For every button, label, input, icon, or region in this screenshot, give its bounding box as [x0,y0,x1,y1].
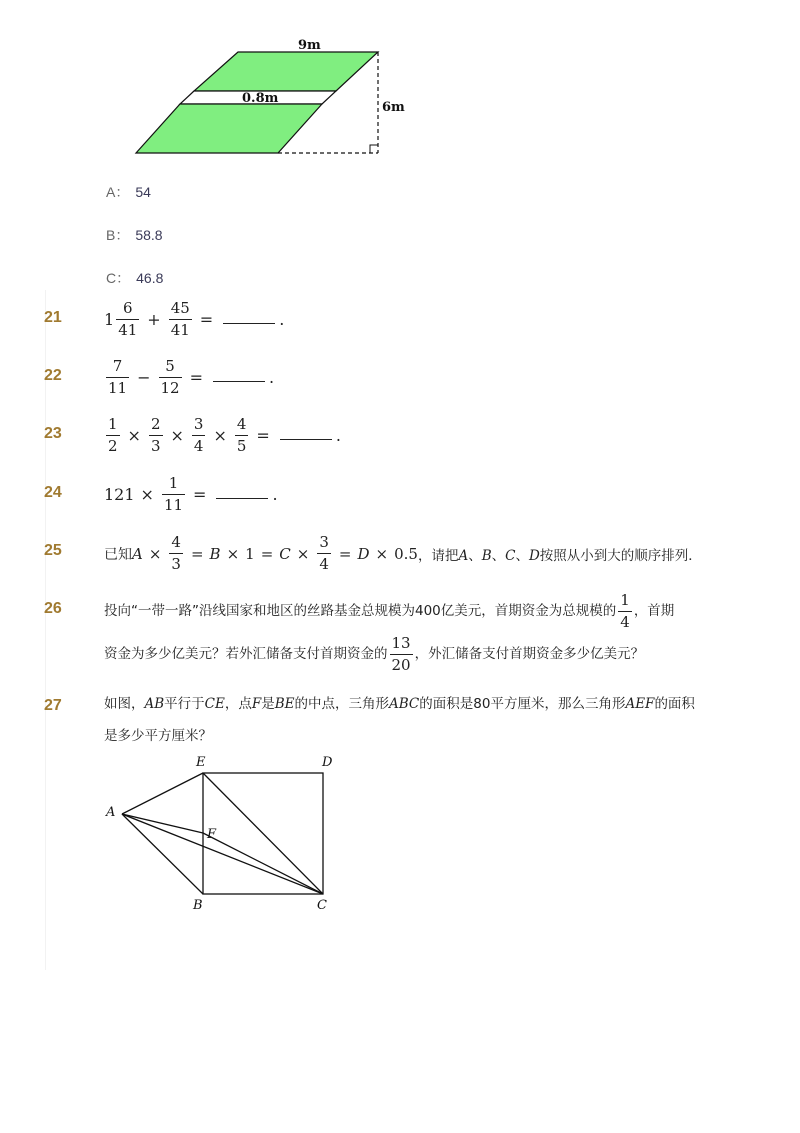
q25-var-c: C [279,544,291,563]
q25-times-4: × [375,544,389,563]
segment-ac [122,814,323,894]
q25-fraction-2: $\frac{3}{4}$ [319,533,329,573]
parallelogram-top-part [194,52,378,91]
option-c-label: C： [106,270,131,286]
q22-operator: − [137,368,151,387]
segment-ae [122,773,203,814]
segment-fc [203,833,323,894]
question-number-26: 26 [44,600,62,617]
q21-answer-blank[interactable] [223,323,275,324]
option-b[interactable] [106,225,163,245]
question-22-expression [104,359,274,396]
q22-fraction-1: $\frac{7}{11}$ [108,357,128,397]
question-number-23: 23 [44,425,62,442]
q21-fraction-1: $\frac{6}{41}$ [118,299,138,339]
q23-operator-2: × [170,426,184,445]
q27-line-1: 如图， AB 平行于 CE ，点 F 是 BE 的中点，三角形 ABC 的面积是80平方厘米，那么三角形 AEF 的面积 [104,696,695,712]
q24-whole: 121 [104,485,135,504]
q23-fraction-2: $\frac{2}{3}$ [150,415,161,455]
q23-fraction-1: $\frac{1}{2}$ [108,415,118,455]
q24-fraction: $\frac{1}{11}$ [163,474,184,514]
option-b-label: B： [106,227,130,243]
question-25-statement [104,535,702,572]
parallelogram-bottom-part [136,104,322,153]
q24-equals: = [193,485,207,504]
q25-suffix: ，请把A、B、C、D按照从小到大的顺序排列． [417,547,702,564]
q23-end: . [335,426,341,445]
q26-line-1: 投向“一带一路”沿线国家和地区的丝路基金总规模为400亿美元，首期资金为总规模的 $\frac{1}{4}$ ，首期 [104,591,675,631]
q21-operator: + [147,310,161,329]
question-21-expression [104,301,284,338]
q25-one: 1 [245,544,255,563]
q25-times-1: × [148,544,162,563]
q25-equals-1: = [190,544,204,563]
question-26-text [104,593,724,673]
height-label: 6m [382,100,405,115]
q25-var-b: B [209,544,221,563]
q25-var-a: A [132,544,143,563]
question-27-text [104,698,724,743]
q23-fraction-4: $\frac{4}{5}$ [236,415,247,455]
q23-operator-3: × [213,426,227,445]
question-24-expression [104,476,278,513]
q26-fraction-2: $\frac{13}{20}$ [391,634,411,674]
question-number-25: 25 [44,542,62,559]
q25-fraction-1: $\frac{4}{3}$ [171,533,181,573]
q22-equals: = [189,368,203,387]
right-angle-mark [370,145,378,153]
q23-equals: = [256,426,270,445]
option-c-value: 46.8 [136,270,164,286]
q25-equals-3: = [338,544,352,563]
left-margin-line [45,290,46,970]
question-number-27: 27 [44,697,62,714]
geometry-figure [100,750,350,915]
point-label-f: F [207,827,217,842]
stripe-width-label: 0.8m [242,91,279,106]
q21-equals: = [199,310,214,329]
point-label-b: B [193,898,203,913]
point-label-d: D [322,755,333,770]
q21-fraction-2: $\frac{45}{41}$ [170,299,190,339]
point-label-e: E [196,755,206,770]
q22-fraction-2: $\frac{5}{12}$ [160,357,180,397]
parallelogram-figure [130,35,420,160]
point-label-c: C [317,898,327,913]
q27-line-2: 是多少平方厘米？ [104,727,212,744]
option-a[interactable] [106,182,151,202]
q22-end: . [269,368,275,387]
q24-operator: × [140,485,154,504]
q22-answer-blank[interactable] [213,381,265,382]
option-a-label: A： [106,184,130,200]
segment-ec [203,773,323,894]
q26-line-2: 资金为多少亿美元？若外汇储备支付首期资金的 $\frac{13}{20}$ ，外汇储备支付首期资金多少亿美元？ [104,634,645,674]
question-number-21: 21 [44,309,62,326]
question-23-expression [104,417,341,454]
q25-half: 0.5 [394,544,418,563]
segment-ab [122,814,203,894]
question-number-24: 24 [44,484,62,501]
q25-times-2: × [226,544,240,563]
q21-whole: 1 [104,310,115,329]
q25-prefix: 已知 [104,546,132,563]
q25-var-d: D [357,544,370,563]
point-label-a: A [106,805,116,820]
question-number-22: 22 [44,367,62,384]
q26-fraction-1: $\frac{1}{4}$ [620,591,630,631]
top-length-label: 9m [298,38,321,53]
q24-answer-blank[interactable] [216,498,268,499]
q23-answer-blank[interactable] [280,439,332,440]
option-a-value: 54 [135,184,151,200]
q23-operator-1: × [127,426,141,445]
option-b-value: 58.8 [135,227,163,243]
q23-fraction-3: $\frac{3}{4}$ [193,415,204,455]
q25-equals-2: = [260,544,274,563]
option-c[interactable] [106,268,163,288]
q21-end: . [279,310,285,329]
q24-end: . [272,485,278,504]
q25-times-3: × [296,544,310,563]
